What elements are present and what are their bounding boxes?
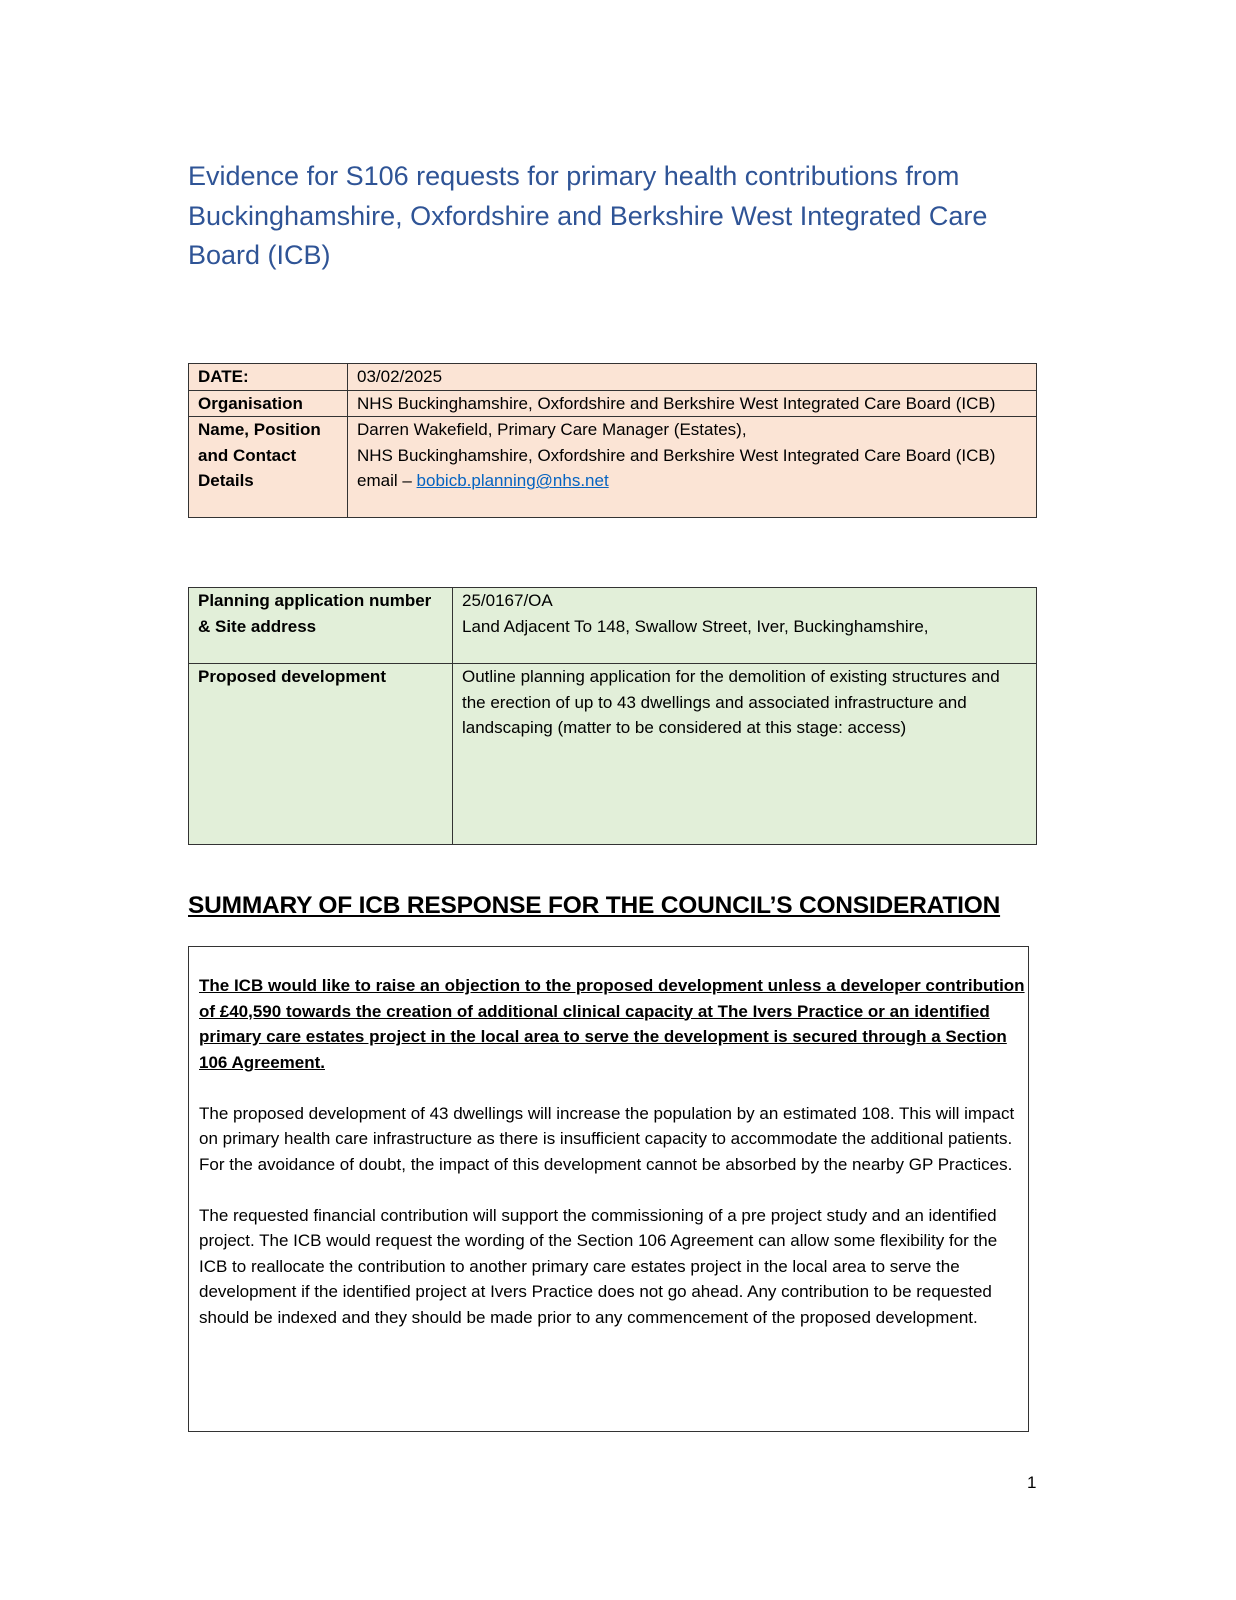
contact-value: Darren Wakefield, Primary Care Manager (Estates), NHS Buckinghamshire, Oxfordshire and Berkshire West Integrated Care Board (ICB) email – bobicb.planning@nhs.net: [348, 417, 1037, 518]
organisation-value: NHS Buckinghamshire, Oxfordshire and Berkshire West Integrated Care Board (ICB): [348, 390, 1037, 417]
table-row: [189, 417, 1037, 518]
email-link[interactable]: bobicb.planning@nhs.net: [416, 471, 609, 490]
table-row: [189, 364, 1037, 391]
summary-box: [188, 946, 1029, 1432]
summary-paragraph: The proposed development of 43 dwellings will increase the population by an estimated 108. This will impact on primary health care infrastructure as there is insufficient capacity to accommodate the additional patients. For the avoidance of doubt, the impact of this development cannot be absorbed by the nearby GP Practices.: [199, 1103, 1015, 1174]
summary-lead: The ICB would like to raise an objection to the proposed development unless a developer contribution of £40,590 towards the creation of additional clinical capacity at The Ivers Practice or an identified primary care estates project in the local area to serve the development is secured through a Section 106 Agreement.: [199, 976, 1025, 1072]
application-value: 25/0167/OA Land Adjacent To 148, Swallow Street, Iver, Buckinghamshire,: [453, 588, 1037, 664]
table-row: [189, 664, 1037, 845]
organisation-label: Organisation: [189, 390, 348, 417]
application-table: [188, 587, 1037, 845]
summary-heading: SUMMARY OF ICB RESPONSE FOR THE COUNCIL’S CONSIDERATION: [188, 892, 1001, 919]
date-value: 03/02/2025: [348, 364, 1037, 391]
table-row: [189, 588, 1037, 664]
development-label: Proposed development: [189, 664, 453, 845]
summary-paragraph: The requested financial contribution will support the commissioning of a pre project study and an identified project. The ICB would request the wording of the Section 106 Agreement can allow some flexibility for the ICB to reallocate the contribution to another primary care estates project in the local area to serve the development if the identified project at Ivers Practice does not go ahead. Any contribution to be requested should be indexed and they should be made prior to any commencement of the proposed development.: [199, 1205, 998, 1327]
development-value: Outline planning application for the demolition of existing structures and the erection of up to 43 dwellings and associated infrastructure and landscaping (matter to be considered at this stage: access): [453, 664, 1037, 845]
page-number: 1: [1027, 1473, 1037, 1492]
table-row: [189, 390, 1037, 417]
contact-label: Name, Position and Contact Details: [189, 417, 348, 518]
date-label: DATE:: [189, 364, 348, 391]
document-title: Evidence for S106 requests for primary health contributions from Buckinghamshire, Oxfordshire and Berkshire West Integrated Care Board (ICB): [188, 161, 988, 270]
application-label: Planning application number & Site address: [189, 588, 453, 664]
contact-table: [188, 363, 1037, 518]
